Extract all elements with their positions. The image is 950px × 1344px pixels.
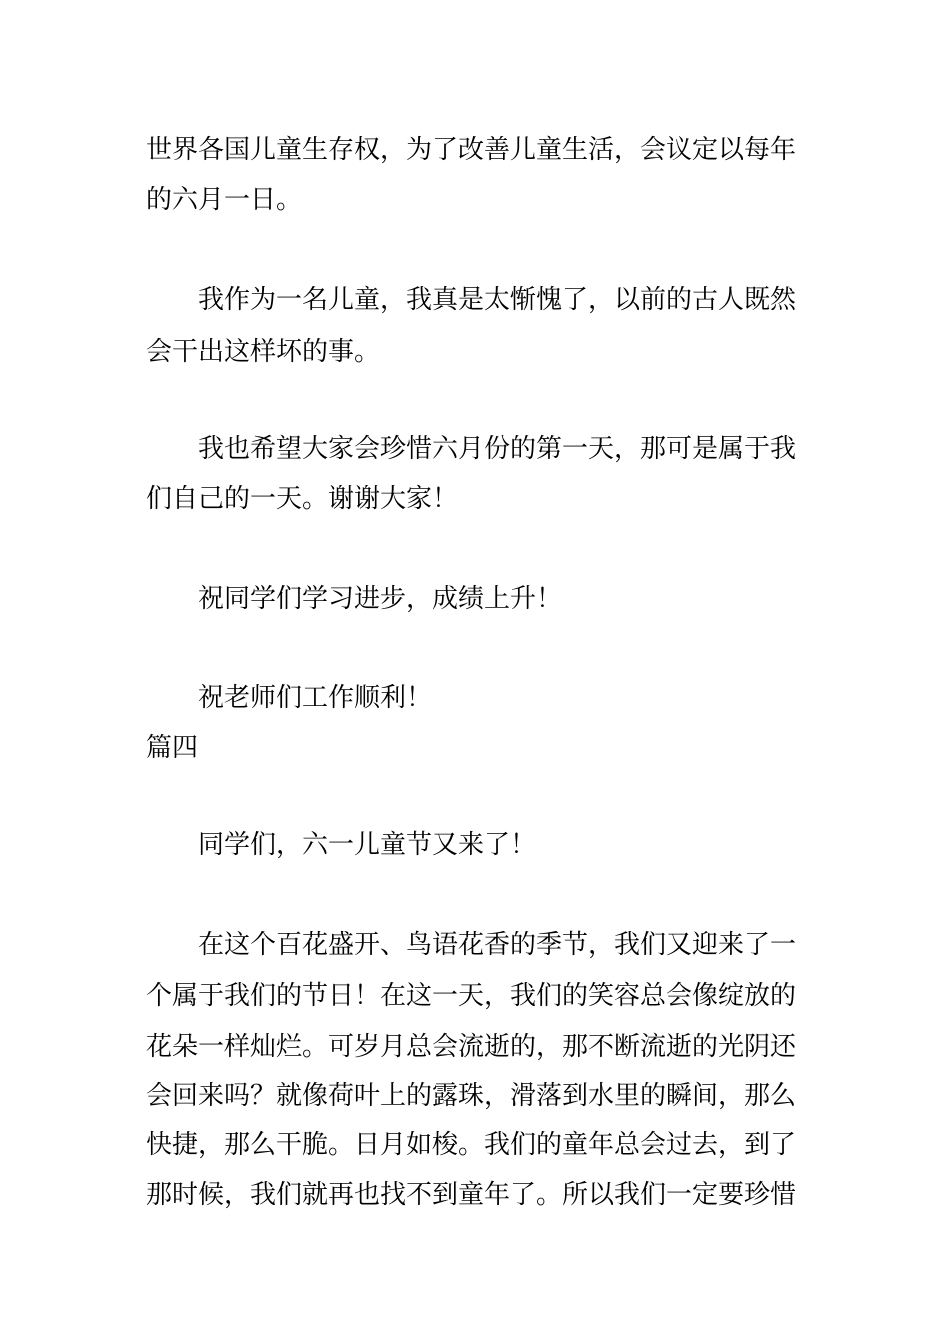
paragraph-line: 花朵一样灿烂。可岁月总会流逝的，那不断流逝的光阴还 [146,1032,797,1062]
paragraph-line: 同学们，六一儿童节又来了！ [198,830,537,860]
paragraph-line: 快捷，那么干脆。日月如梭。我们的童年总会过去，到了 [146,1130,797,1160]
paragraph-line: 祝老师们工作顺利！ [198,683,433,713]
paragraph-line: 祝同学们学习进步，成绩上升！ [198,584,563,614]
paragraph-line: 会回来吗？就像荷叶上的露珠，滑落到水里的瞬间，那么 [146,1081,797,1111]
section-heading: 篇四 [146,733,199,763]
paragraph-line: 的六月一日。 [146,185,303,215]
paragraph-line: 我作为一名儿童，我真是太惭愧了，以前的古人既然 [198,285,797,315]
paragraph-line: 们自己的一天。谢谢大家！ [146,484,459,514]
paragraph-line: 在这个百花盛开、鸟语花香的季节，我们又迎来了一 [198,930,797,960]
paragraph-line: 个属于我们的节日！在这一天，我们的笑容总会像绽放的 [146,981,797,1011]
paragraph-line: 会干出这样坏的事。 [146,337,381,367]
paragraph-line: 我也希望大家会珍惜六月份的第一天，那可是属于我 [198,434,797,464]
paragraph-line: 世界各国儿童生存权，为了改善儿童生活，会议定以每年 [146,135,797,165]
paragraph-line: 那时候，我们就再也找不到童年了。所以我们一定要珍惜 [146,1180,797,1210]
